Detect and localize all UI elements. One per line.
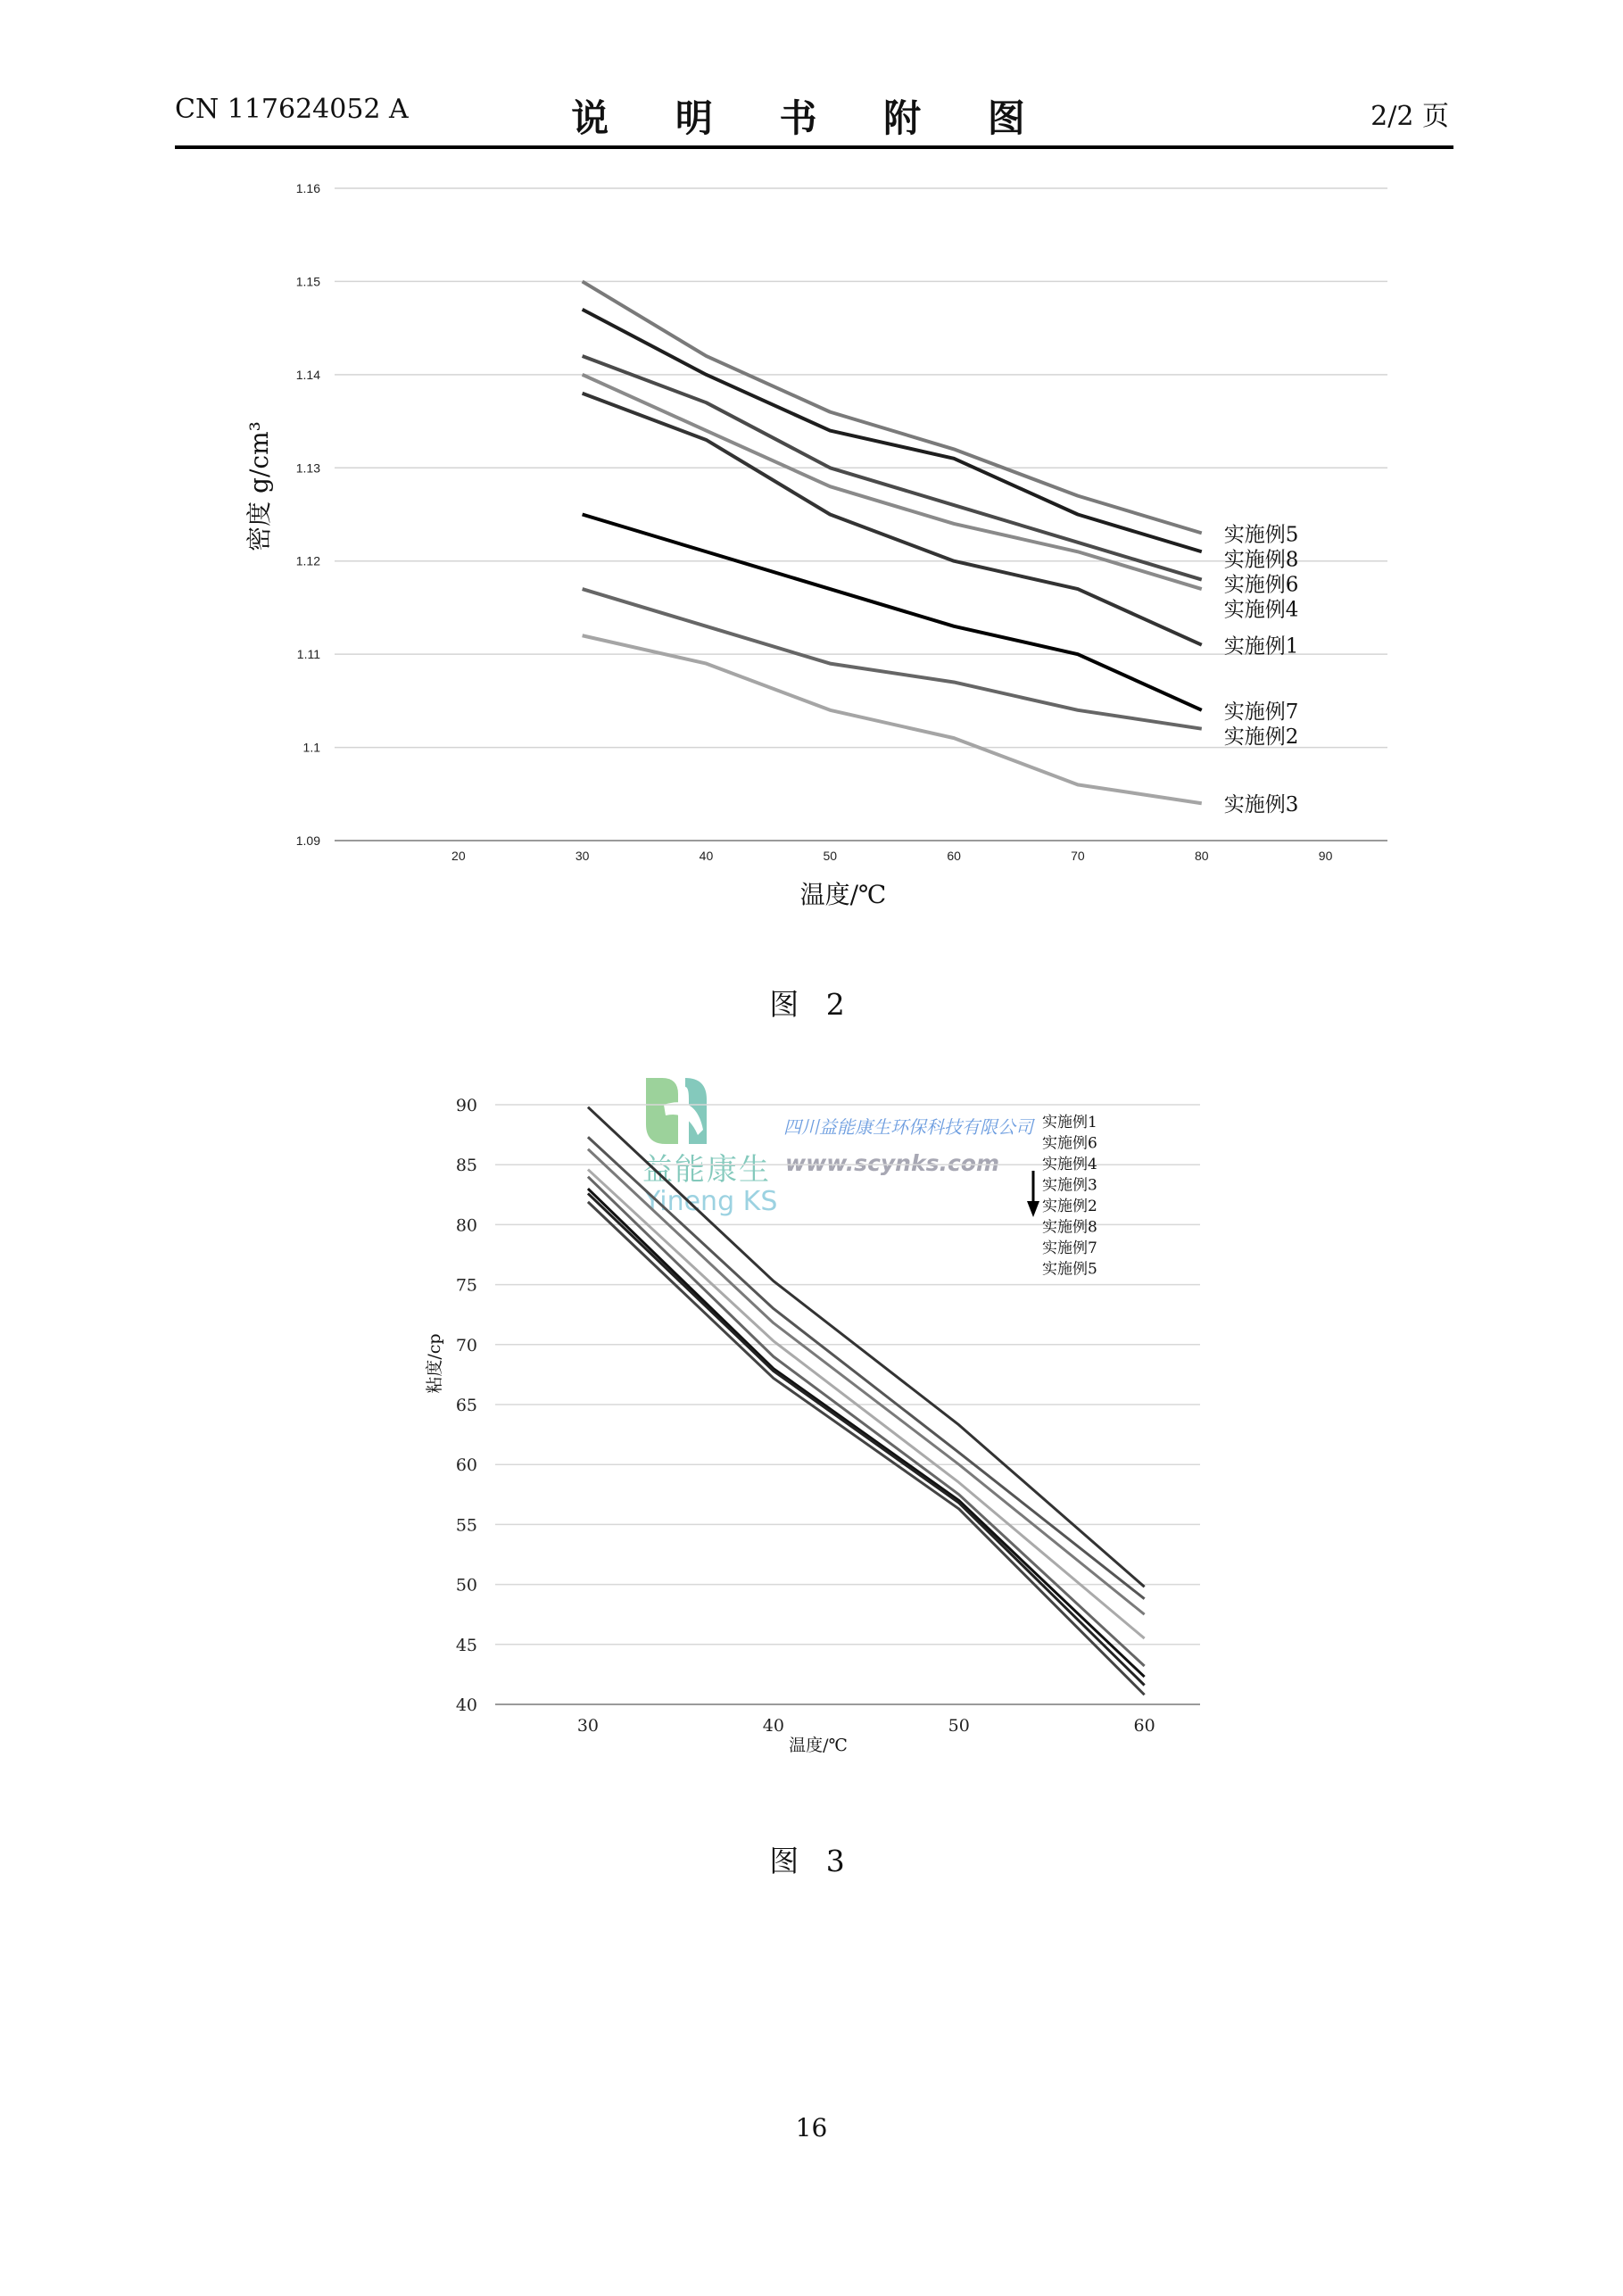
- viscosity-y-tick-label: 75: [455, 1275, 477, 1296]
- viscosity-y-tick-label: 40: [455, 1695, 477, 1715]
- viscosity-legend-item: 实施例6: [1042, 1134, 1097, 1153]
- density-x-tick-label: 60: [947, 849, 961, 863]
- density-x-tick-label: 30: [575, 849, 590, 863]
- page-title: 说 明 书 附 图: [571, 96, 1052, 140]
- viscosity-chart-legend: [1042, 1114, 1097, 1279]
- viscosity-chart-x-ticks: [577, 1716, 1155, 1736]
- density-x-tick-label: 70: [1071, 849, 1085, 863]
- viscosity-x-tick-label: 40: [762, 1716, 784, 1736]
- viscosity-x-tick-label: 50: [948, 1716, 970, 1736]
- page-indicator: 2/2 页: [1370, 101, 1449, 132]
- watermark-latin: Yineng KS: [644, 1186, 778, 1217]
- density-series-label: 实施例4: [1223, 598, 1299, 622]
- viscosity-y-tick-label: 55: [455, 1515, 477, 1536]
- viscosity-legend-item: 实施例2: [1042, 1198, 1097, 1215]
- company-logo: [646, 1078, 707, 1144]
- viscosity-y-tick-label: 80: [455, 1215, 477, 1236]
- density-x-tick-label: 50: [823, 849, 838, 863]
- viscosity-y-tick-label: 50: [455, 1575, 477, 1596]
- density-y-tick-label: 1.12: [295, 553, 320, 568]
- density-x-tick-label: 80: [1194, 849, 1209, 863]
- density-y-tick-label: 1.13: [295, 460, 320, 476]
- figure-2-caption: 图 2: [769, 987, 854, 1022]
- density-x-tick-label: 90: [1318, 849, 1333, 863]
- density-series-label: 实施例6: [1223, 573, 1299, 597]
- viscosity-chart-y-ticks: [456, 1096, 477, 1715]
- document-number: CN 117624052 A: [175, 94, 409, 125]
- density-series-label: 实施例5: [1223, 523, 1299, 547]
- viscosity-y-tick-label: 90: [455, 1096, 477, 1115]
- density-y-tick-label: 1.11: [296, 647, 320, 662]
- density-x-tick-label: 20: [451, 849, 466, 863]
- viscosity-y-tick-label: 60: [455, 1455, 477, 1476]
- watermark-brand: 益能康生: [642, 1152, 771, 1188]
- viscosity-y-tick-label: 65: [455, 1396, 477, 1415]
- figure-3-caption: 图 3: [769, 1844, 854, 1878]
- viscosity-y-tick-label: 85: [455, 1156, 477, 1176]
- viscosity-x-tick-label: 30: [576, 1716, 600, 1736]
- viscosity-legend-item: 实施例7: [1042, 1239, 1097, 1257]
- viscosity-legend-item: 实施例5: [1042, 1260, 1097, 1279]
- density-series-label: 实施例3: [1223, 793, 1299, 817]
- viscosity-chart-grid: [495, 1105, 1200, 1704]
- density-chart-y-axis-label: 密度 g/cm³: [244, 421, 274, 551]
- density-y-tick-label: 1.14: [295, 367, 320, 382]
- density-y-tick-label: 1.16: [295, 181, 320, 195]
- viscosity-legend-item: 实施例3: [1042, 1176, 1097, 1195]
- density-series-label: 实施例2: [1223, 725, 1299, 749]
- viscosity-y-tick-label: 45: [455, 1635, 477, 1655]
- viscosity-chart-x-axis-label: 温度/℃: [789, 1736, 848, 1755]
- density-chart-x-axis-label: 温度/℃: [799, 880, 887, 909]
- viscosity-chart-y-axis-label: 粘度/cp: [425, 1333, 444, 1394]
- viscosity-y-tick-label: 70: [455, 1335, 477, 1355]
- watermark-company: 四川益能康生环保科技有限公司: [783, 1116, 1033, 1138]
- legend-arrow-icon: [1027, 1171, 1039, 1217]
- density-x-tick-label: 40: [699, 849, 714, 863]
- density-y-tick-label: 1.09: [295, 833, 320, 848]
- company-watermark: [642, 1078, 1036, 1217]
- page-number: 16: [795, 2113, 828, 2143]
- watermark-url: www.scynks.com: [785, 1150, 1000, 1176]
- density-y-tick-label: 1.1: [302, 740, 320, 755]
- viscosity-legend-item: 实施例1: [1042, 1114, 1097, 1131]
- density-series-label: 实施例8: [1223, 548, 1299, 572]
- density-series-label: 实施例7: [1223, 700, 1299, 724]
- viscosity-legend-item: 实施例8: [1042, 1218, 1097, 1237]
- viscosity-x-tick-label: 60: [1133, 1716, 1155, 1736]
- density-y-tick-label: 1.15: [295, 274, 320, 289]
- density-series-label: 实施例1: [1223, 634, 1299, 659]
- viscosity-legend-item: 实施例4: [1042, 1156, 1097, 1173]
